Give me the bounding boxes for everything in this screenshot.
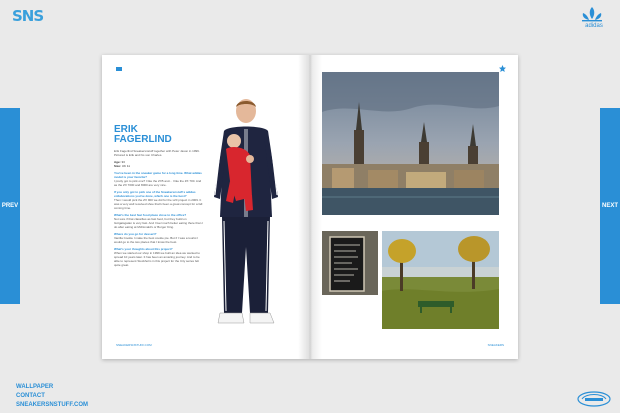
portrait-photo [206,97,286,347]
question: If you only got to pick one of the Sneakersnstuff x adidas collaborations you've done, which one is the best? [114,190,196,198]
qa-block [114,232,204,244]
next-label: NEXT [601,203,618,209]
stat-label: Size: [114,164,122,168]
qa-block [114,171,204,187]
article-stats [114,160,204,168]
city-skyline-photo [322,72,499,215]
page-gutter [298,55,322,359]
adidas-trefoil-icon [580,6,604,22]
page-footer-url: SNEAKERSNSTUFF.COM [116,343,152,347]
wallpaper-link[interactable]: WALLPAPER [16,384,54,390]
answer: I pretty got to pick one? I like the ZX5 and... I like the ZX 700. And as the ZX 7000 and 8000 are very nice. [114,179,202,187]
question: Where do you go for dessert? [114,232,157,236]
answer: Not sure if that classifies as fast food, but they build on Götgatsgatan is very fast. And I feel much better eating there than I do after eating at McDonald's or Burger King. [114,217,204,229]
answer: Vanilla Cookie I make the best cookie pie. But if I was a tourist I would go to the two places that I know the best. [114,236,199,244]
answer: Then I would pick the ZX 900 we did for the x20 project in 2009. It was a very well received shoe that's been a great concept for a fall coming time. [114,198,203,210]
qa-block [114,247,204,267]
sneakersnstuff-badge-logo [576,389,612,407]
article-name [114,125,204,145]
footer-links [16,383,88,410]
article-intro: Erik Fagerlind Sneakersnstuff together with Peter Jason in 1999. Pictured is Erik and his son Charles. [114,149,200,157]
chalkboard-sign-photo [322,231,378,295]
left-page [102,55,310,359]
contact-link[interactable]: CONTACT [16,393,45,399]
qa-block [114,190,204,210]
page-number: SNEAKERS [487,343,504,347]
article-text [114,125,204,267]
article-name-line2: FAGERLIND [114,134,172,145]
question: What's the best fast food place close to the office? [114,213,187,217]
qa-block [114,213,204,229]
prev-label: PREV [1,203,19,209]
stat-value: 33 [121,160,125,164]
magazine-spread [102,55,518,359]
stat-label: Age: [114,160,121,164]
answer: When we started our shop in 1999 we built an idea we wanted to spread 10 years later. It has been an amazing journey. And to be able to represent Stockholm in this project for the City series felt quite great. [114,251,200,267]
stat-value: UK 11 [121,164,130,168]
adidas-wordmark: adidas [585,23,603,29]
article-name-line1: ERIK [114,124,138,135]
sns-logo[interactable]: SNS [12,7,44,25]
adidas-logo [580,6,608,30]
waterfront-park-photo [382,231,499,329]
next-button[interactable] [600,108,620,304]
prev-button[interactable] [0,108,20,304]
star-icon [499,65,506,72]
question: You've been in the sneaker game for a long time. What adidas model is your favorite? [114,171,202,179]
sneakersnstuff-link[interactable]: SNEAKERSNSTUFF.COM [16,402,89,408]
page-tab-marker [116,67,122,71]
right-page [310,55,518,359]
question: What's your thoughts about this project? [114,247,173,251]
